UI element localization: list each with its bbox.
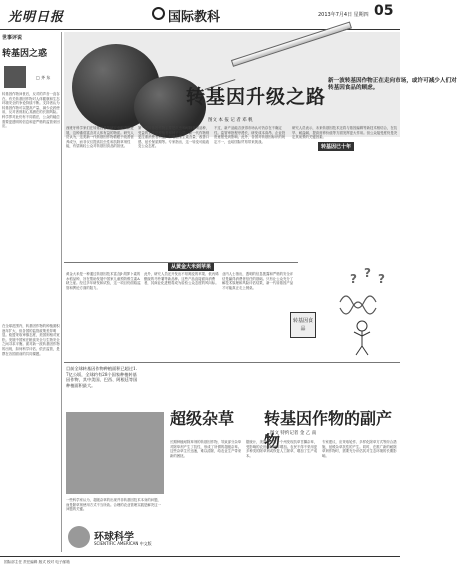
question-mark-icon: ? bbox=[364, 266, 371, 280]
box-label-1: 转基因已十年 bbox=[318, 142, 354, 151]
column-title: 转基因之惑 bbox=[2, 49, 48, 59]
lower-text-2: 据统计，美国已有数十个州发现抗草甘膦杂草，受影响的农田面积逐年增加。农民不得不采用更多种类的除草剂或恢复人工除草，增加了生产成本。 bbox=[246, 440, 318, 458]
article-column-2: 第一代转基因作物主要是抗虫和耐除草剂品种，受益的主要是种植者和种子公司。新一代作物则更注重消费者利益，如增加维生素含量、改善口感、延长保质期等。专家指出，这一转变可能改变公众态度。 bbox=[138, 126, 210, 149]
page-footer: 国际部主任 责任编辑 版式 校对 电子邮箱 bbox=[0, 556, 400, 567]
main-headline: 转基因升级之路 bbox=[186, 86, 327, 108]
mid-text-2: 此外，研究人员还开发出不易褐变的苹果、低丙烯酰胺的马铃薯等新品种。这些产品直接面向消费者，其商业化进程将成为检验公众态度的风向标。 bbox=[144, 272, 219, 286]
main-byline: 图文 本 报 记 者 邓 帆 bbox=[208, 118, 253, 123]
lower-byline: 图文 特约记者 金 乙 南 bbox=[270, 431, 317, 436]
section-title: 国际教科 bbox=[168, 10, 221, 25]
hero-lead: 新一波转基因作物正在走向市场，或许可减少人们对转基因食品的顾虑。 bbox=[328, 78, 457, 91]
newspaper-logo: 光明日报 bbox=[8, 10, 65, 25]
lower-headline-right: 转基因作物的副产物 bbox=[264, 409, 393, 451]
issue-date: 2013年7月4日 星期四 bbox=[318, 12, 369, 18]
question-mark-icon: ? bbox=[378, 272, 385, 286]
globe-icon bbox=[152, 7, 165, 20]
column-text-2: 在全球范围内，转基因作物的种植面积逐年扩大，但各国的监管政策差异明显。欧盟采取审慎态度，美国则相对宽松。发展中国家在粮食安全与生物安全之间寻求平衡。面对新一波转基因作物的出现，如何科学评估、依法监管，是摆在各国面前的共同课题。 bbox=[2, 324, 60, 356]
article-column-4: 研究人员表示，未来转基因技术还将与基因编辑等新技术相结合，在抗旱、耐盐碱、提高营养价值等方面发挥更大作用。但公众接受度仍是决定其前景的关键因素。 bbox=[292, 126, 398, 140]
mid-text-3: 业内人士指出，透明的信息披露和严格的安全评估是赢得消费者信任的基础。只有让公众充分了解技术原理和风险评估结果，新一代转基因产品才可能真正走上餐桌。 bbox=[222, 272, 294, 290]
question-mark-icon: ? bbox=[350, 272, 357, 286]
pull-quote: 目前全球转基因作物种植面积已超过1.7亿公顷，全球约有28个国家种植转基因作物，其中美国、巴西、阿根廷等国种植面积最大。 bbox=[66, 366, 138, 388]
lower-text-1: 长期种植耐除草剂的转基因作物，导致部分杂草对除草剂产生了抗性，形成了所谓的超级杂草。这些杂草生长迅速，难以清除，给农业生产带来新的困扰。 bbox=[170, 440, 242, 458]
section-divider bbox=[64, 262, 298, 263]
lower-text-4: 一些科学家认为，超级杂草的出现并非转基因技术本身的问题，而是除草剂使用方式不当所致。合理的农业管理实践是解决这一问题的关键。 bbox=[66, 498, 161, 512]
column-tag: 世事评说 bbox=[2, 35, 23, 41]
lower-headline-left: 超级杂草 bbox=[170, 409, 235, 428]
mid-text-1: 黄金大米是一种通过转基因技术富含β-胡萝卜素的水稻品种，旨在帮助发展中国家儿童预防维生素A缺乏症。经过多年研发和试验，这一项目仍面临监管和舆论方面的阻力。 bbox=[66, 272, 141, 290]
farmer-photo bbox=[66, 412, 164, 494]
box-label-2: 从黄金大米到苹果 bbox=[168, 262, 214, 271]
magazine-globe-icon bbox=[68, 526, 90, 548]
cartoon-label: 转基因食品 bbox=[290, 312, 316, 338]
column-author: □ 齐 东 bbox=[36, 75, 51, 80]
promo-subtitle: SCIENTIFIC AMERICAN 中文版 bbox=[94, 541, 152, 546]
lower-text-3: 专家建议，应采取轮作、多样化除草方式等综合措施，延缓杂草抗性的产生。同时，在推广新的耐除草剂作物时，需要充分评估其对生态环境的长期影响。 bbox=[322, 440, 397, 458]
section-divider bbox=[64, 362, 400, 363]
page-number: 05 bbox=[374, 3, 394, 19]
article-column-1: 西班牙科学家们在转基因番茄研究中取得新进展，这种番茄富含对人体有益的物质。研究人员认为，这类新一代转基因作物着眼于改善营养成分，而非仅仅提高抗虫性和抗除草剂性能，有望减轻公众对转基因食品的担忧。 bbox=[66, 126, 134, 149]
author-photo bbox=[4, 66, 26, 88]
promo-title: 环球科学 bbox=[94, 532, 134, 543]
left-column bbox=[0, 32, 62, 552]
article-column-3: 不过，新产品能否获得市场认可仍存在不确定性。监管审批程序漫长，研发成本高昂，企业投资意愿受到影响。此外，各国对转基因标识的规定不一，也给国际贸易带来挑战。 bbox=[214, 126, 286, 144]
column-text-1: 转基因作物问世后，反对的声音一直存在。有关转基因作物对人体健康和生态环境安全的争论持续不断。支持者认为转基因作物可以提高产量、减少农药使用，反对者则担心其潜在的长期风险。科学界对此仍有不同看法，公众的疑虑需要更透明的信息和更严格的监管来回应。 bbox=[2, 92, 60, 129]
